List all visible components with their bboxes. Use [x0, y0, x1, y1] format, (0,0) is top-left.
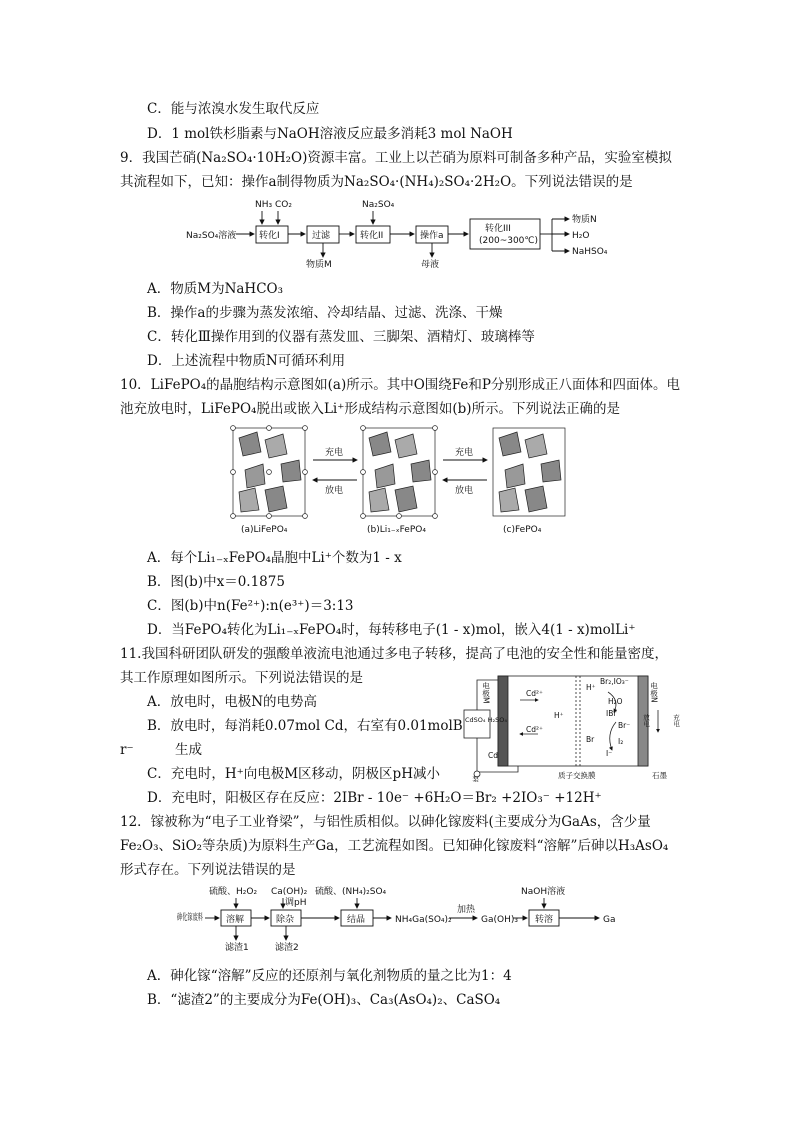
q9-flow-mother-liquor: 母液: [421, 260, 440, 270]
q9-option-d: D．上述流程中物质N可循环利用: [147, 353, 346, 369]
q12-flow-residue2: 滤渣2: [275, 943, 299, 953]
q10-stem-line1: 10．LiFePO₄的晶胞结构示意图如(a)所示。其中O围绕Fe和P分别形成正八面体和四面体。电: [120, 377, 680, 393]
q11-option-a: A．放电时，电极N的电势高: [147, 694, 318, 710]
q9-flow-input: Na₂SO₄溶液: [186, 231, 237, 241]
q12-option-b: B．“滤渣2”的主要成分为Fe(OH)₃、Ca₃(AsO₄)₂、CaSO₄: [147, 992, 501, 1008]
q12-flow-step3: 结晶: [347, 915, 366, 925]
q11-fig-sp-i: I⁻: [606, 749, 613, 758]
q11-fig-membrane: 质子交换膜: [558, 771, 596, 780]
q12-flow-reagent2b: 调pH: [285, 898, 307, 908]
cell-b-structure: [361, 426, 438, 519]
q11-fig-sp-ibr: IBr: [606, 709, 617, 718]
q12-option-a: A．砷化镓“溶解”反应的还原剂与氧化剂物质的量之比为1：4: [147, 968, 512, 984]
q11-fig-graphite: 石墨: [652, 771, 667, 780]
q11-fig-ion-h: H⁺: [554, 711, 564, 720]
q9-flow-diagram: [180, 195, 620, 275]
cell-c-structure: [493, 428, 565, 516]
q11-battery-diagram: [458, 670, 690, 782]
q9-flow-step5: 转化III: [485, 224, 511, 234]
q9-flow-step2: 过滤: [312, 231, 331, 241]
q11-option-c: C．充电时，H⁺向电极M区移动，阴极区pH减小: [147, 766, 440, 782]
q11-fig-sp-br-ion: Br⁻: [618, 721, 631, 730]
q12-stem-line2: Fe₂O₃、SiO₂等杂质)为原料生产Ga，工艺流程如图。已知砷化镓废料“溶解”后砷以H₃AsO₄: [120, 838, 669, 854]
q12-flow-step4: 转溶: [535, 915, 554, 925]
q11-fig-discharge: 放电: [642, 714, 650, 727]
q9-flow-reagents1: NH₃ CO₂: [255, 200, 292, 210]
q10-crystal-figure: [225, 420, 595, 540]
q9-flow-out3: NaHSO₄: [572, 247, 608, 257]
q9-flow-reagent2: Na₂SO₄: [362, 200, 395, 210]
q12-flow-step2: 除杂: [276, 915, 295, 925]
q10-fig-cap-b: (b)Li₁₋ₓFePO₄: [367, 525, 426, 535]
q12-stem-line1: 12．镓被称为“电子工业脊梁”，与铝性质相似。以砷化镓废料(主要成分为GaAs，含少量: [120, 814, 651, 830]
q11-option-b2: r⁻: [120, 742, 134, 758]
q8-option-c: C．能与浓溴水发生取代反应: [147, 101, 320, 117]
q9-flow-step5-cond: (200~300℃): [479, 236, 539, 246]
q10-option-a: A．每个Li₁₋ₓFePO₄晶胞中Li⁺个数为1 - x: [147, 550, 402, 566]
q12-flow-reagent2: Ca(OH)₂: [271, 887, 308, 897]
q10-option-d: D．当FePO₄转化为Li₁₋ₓFePO₄时，每转移电子(1 - x)mol，嵌入4(1 - x)molLi⁺: [147, 622, 636, 638]
q11-fig-sp-br2io3: Br₂,IO₃⁻: [600, 677, 629, 686]
q11-stem-line2: 其工作原理如图所示。下列说法错误的是: [120, 670, 363, 686]
q10-fig-cap-c: (c)FePO₄: [503, 525, 542, 535]
q12-flow-diagram: [175, 880, 625, 956]
cell-a-structure: [231, 426, 308, 519]
q11-fig-sp-h: H⁺: [586, 683, 596, 692]
q10-fig-discharge1: 放电: [325, 486, 344, 496]
q12-flow-reagent1: 硫酸、H₂O₂: [209, 887, 258, 897]
q11-fig-ion-cd1: Cd²⁺: [526, 689, 543, 698]
q9-option-b: B．操作a的步骤为蒸发浓缩、冷却结晶、过滤、洗涤、干燥: [147, 305, 503, 321]
q11-fig-cd: Cd: [488, 751, 498, 760]
q9-flow-step1: 转化I: [259, 231, 280, 241]
q11-fig-sp-br: Br: [586, 735, 595, 744]
q9-option-c: C．转化Ⅲ操作用到的仪器有蒸发皿、三脚架、酒精灯、玻璃棒等: [147, 329, 535, 345]
q11-fig-sp-h2o: H₂O: [608, 697, 623, 706]
q11-stem-line1: 11.我国科研团队研发的强酸单液流电池通过多电子转移，提高了电池的安全性和能量密度，: [120, 646, 668, 662]
q12-flow-reagent3: 硫酸、(NH₄)₂SO₄: [315, 887, 387, 897]
q11-option-d: D．充电时，阳极区存在反应：2IBr - 10e⁻ +6H₂O＝Br₂ +2IO₃⁻ +12H⁺: [147, 790, 602, 806]
q12-flow-output: Ga: [603, 915, 616, 925]
q10-option-c: C．图(b)中n(Fe²⁺):n(e³⁺)＝3:13: [147, 598, 354, 614]
q12-flow-mid2: Ga(OH)₃: [481, 915, 518, 925]
q12-flow-step1: 溶解: [226, 915, 245, 925]
q11-fig-sp-i2: I₂: [618, 737, 624, 746]
q10-fig-cap-a: (a)LiFePO₄: [241, 525, 288, 535]
q10-fig-charge2: 充电: [455, 448, 474, 458]
q11-fig-tank: CdSO₄ H₂SO₄: [465, 716, 507, 724]
q12-flow-reagent4: NaOH溶液: [521, 887, 566, 897]
q11-fig-electrode-m: 电极M: [481, 682, 491, 704]
q11-option-b3: 生成: [175, 742, 202, 758]
q11-option-b1: B．放电时，每消耗0.07mol Cd，右室有0.01molB: [147, 718, 463, 734]
q11-fig-ion-cd2: Cd²⁺: [526, 725, 543, 734]
q9-option-a: A．物质M为NaHCO₃: [147, 281, 284, 297]
q11-fig-charge: 充电: [672, 714, 680, 727]
q9-flow-step4: 操作a: [420, 231, 444, 241]
q11-fig-electrode-n: 电极N: [649, 682, 659, 703]
q12-stem-line3: 形式存在。下列说法错误的是: [120, 862, 296, 878]
q11-fig-pump: 泵: [472, 775, 480, 782]
q12-flow-mid1: NH₄Ga(SO₄)₂: [395, 915, 452, 925]
q9-stem-line1: 9．我国芒硝(Na₂SO₄·10H₂O)资源丰富。工业上以芒硝为原料可制备多种产品，实验室模拟: [120, 150, 672, 166]
q12-flow-residue1: 滤渣1: [225, 943, 249, 953]
q9-flow-product-m: 物质M: [306, 260, 332, 270]
q8-option-d: D．1 mol铁杉脂素与NaOH溶液反应最多消耗3 mol NaOH: [147, 126, 513, 142]
q9-flow-step3: 转化II: [360, 231, 384, 241]
q10-stem-line2: 池充放电时，LiFePO₄脱出或嵌入Li⁺形成结构示意图如(b)所示。下列说法正确的是: [120, 401, 621, 417]
q10-option-b: B．图(b)中x＝0.1875: [147, 574, 285, 590]
q9-flow-out1: 物质N: [572, 215, 597, 225]
q12-flow-heat: 加热: [457, 905, 476, 915]
q9-flow-out2: H₂O: [572, 231, 590, 241]
q12-flow-input: 砷化镓废料: [177, 913, 223, 923]
q10-fig-charge1: 充电: [325, 448, 344, 458]
q10-fig-discharge2: 放电: [455, 486, 474, 496]
q9-stem-line2: 其流程如下，已知：操作a制得物质为Na₂SO₄·(NH₄)₂SO₄·2H₂O。下列说法错误的是: [120, 174, 633, 190]
